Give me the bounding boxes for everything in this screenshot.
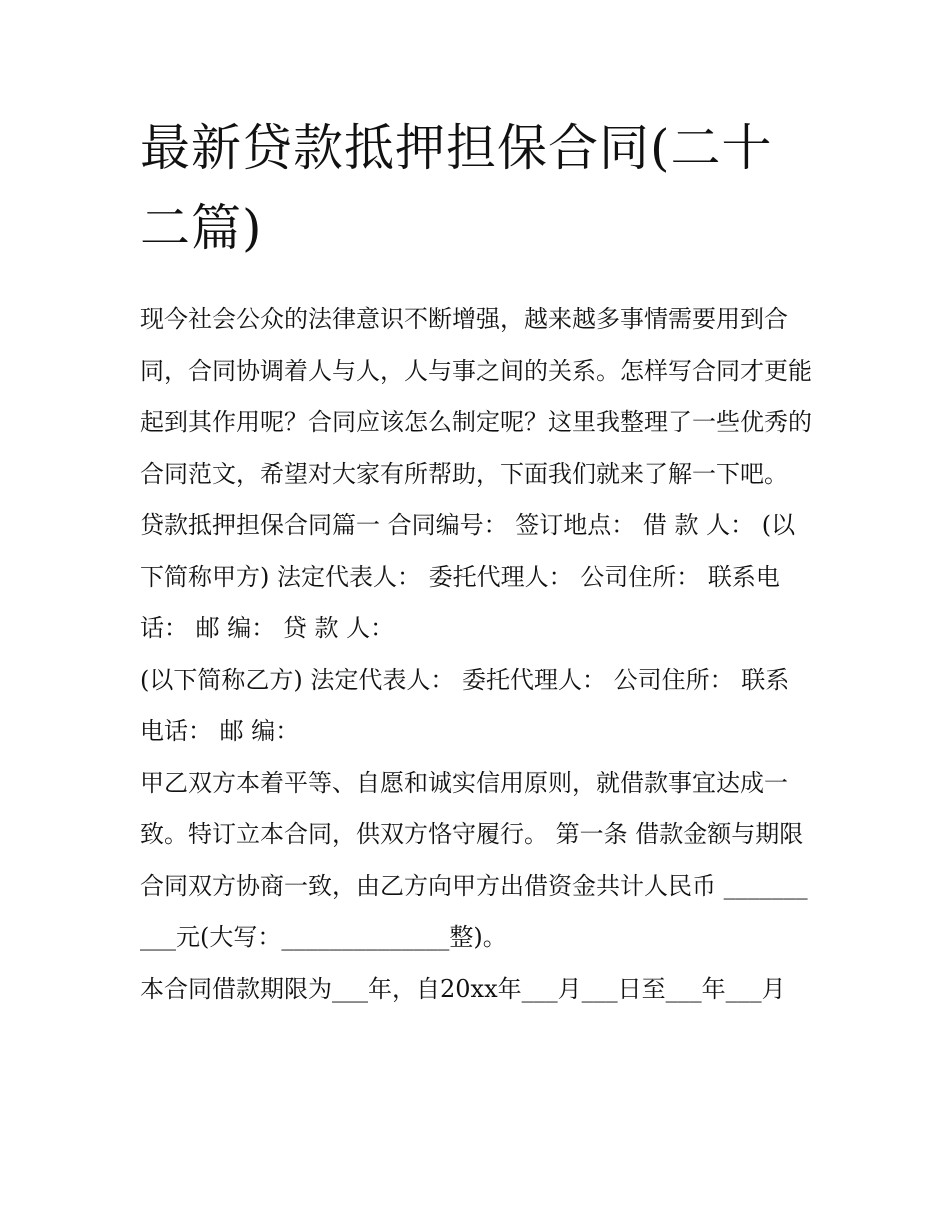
document-title: 最新贷款抵押担保合同(二十二篇) xyxy=(140,119,773,257)
paragraph-lender-info: (以下简称乙方) 法定代表人： 委托代理人： 公司住所： 联系电话： 邮 编： xyxy=(140,665,790,745)
paragraph-intro: 现今社会公众的法律意识不断增强，越来越多事情需要用到合同，合同协调着人与人，人与事之间的关系。怎样写合同才更能起到其作用呢？合同应该怎么制定呢？这里我整理了一些优秀的合同范文，希望对大家有所帮助，下面我们就来了解一下吧。 xyxy=(140,305,812,488)
document-body xyxy=(140,108,812,1015)
paragraph-loan-amount: 合同双方协商一致，由乙方向甲方出借资金共计人民币 __________元(大写：______________整)。 xyxy=(140,871,808,951)
paragraph-loan-term: 本合同借款期限为___年，自20xx年___月___日至___年___月 xyxy=(140,974,786,1003)
paragraph-borrower-info: 贷款抵押担保合同篇一 合同编号： 签订地点： 借 款 人： (以下简称甲方) 法定代表人： 委托代理人： 公司住所： 联系电话： 邮 编： 贷 款 人： xyxy=(140,511,796,642)
paragraph-principles: 甲乙双方本着平等、自愿和诚实信用原则，就借款事宜达成一致。特订立本合同，供双方恪守履行。 第一条 借款金额与期限 xyxy=(140,768,804,848)
